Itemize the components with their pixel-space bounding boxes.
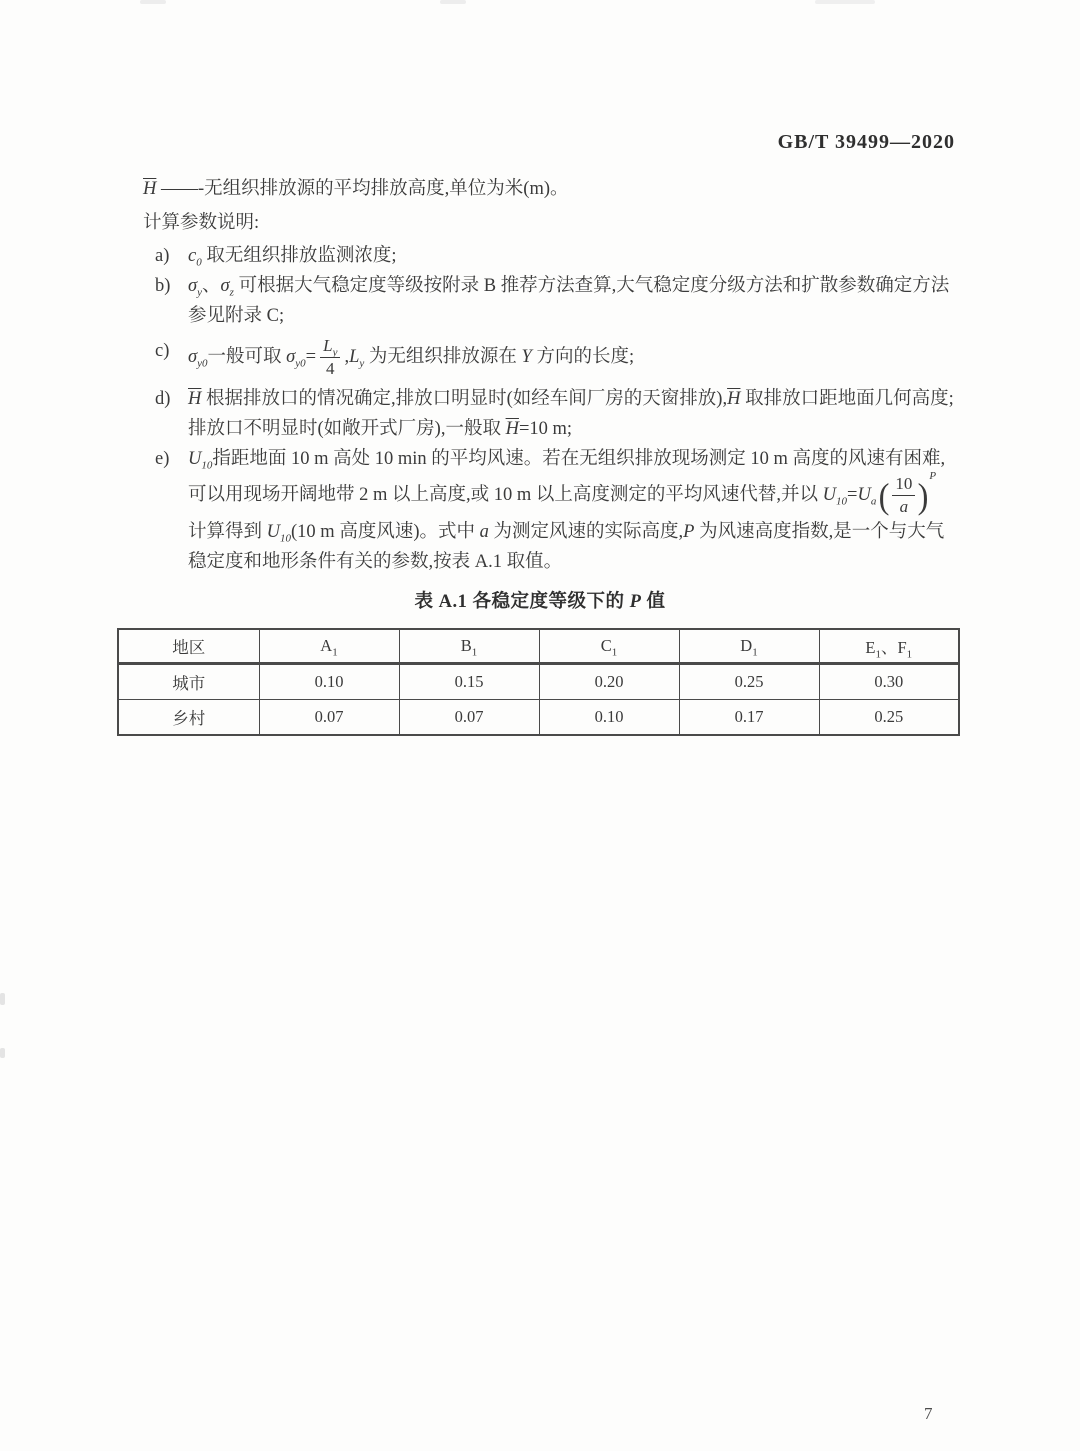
parameter-list [155, 241, 961, 577]
value-cell: 0.10 [259, 663, 399, 699]
parameters-intro: 计算参数说明: [143, 213, 260, 233]
standard-code-header: GB/T 39499—2020 [777, 131, 955, 153]
item-label: a) [155, 246, 170, 266]
table-row [118, 663, 959, 699]
parameter-item-d [155, 384, 961, 444]
table-row [118, 699, 959, 735]
value-cell: 0.30 [819, 663, 959, 699]
p-value-table [117, 628, 960, 736]
table-header-cell: $E_1$、$F_1$ [819, 629, 959, 663]
value-cell: 0.20 [539, 663, 679, 699]
value-cell: 0.07 [259, 699, 399, 735]
page-content [143, 174, 961, 577]
item-text: $U_{10}$指距地面 10 m 高处 10 min 的平均风速。若在无组织排放现场测定 10 m 高度的风速有困难,可以用现场开阔地带 2 m 以上高度,或 10 m 以上高度测定的平均风速代替,并以 $U_{10}=U_a$ ( $\frac{10}{a}$ ) P 计算得到 $U_{10}(10$ m 高度风速)。式中 a 为测定风速的实际高度,P 为风速高度指数,是一个与大气稳定度和地形条件有关的参数,按表 A.1 取值。 [188, 449, 946, 572]
item-text: $\sigma_y$、$\sigma_z$ 可根据大气稳定度等级按附录 B 推荐方法查算,大气稳定度分级方法和扩散参数确定方法参见附录 C; [188, 276, 950, 326]
value-cell: 0.25 [679, 663, 819, 699]
value-cell: 0.25 [819, 699, 959, 735]
table-header-cell: $A_1$ [259, 629, 399, 663]
scan-artifact [815, 0, 875, 4]
table-header-cell: 地区 [118, 629, 259, 663]
value-cell: 0.10 [539, 699, 679, 735]
scan-artifact [0, 1048, 5, 1058]
region-cell: 城市 [118, 663, 259, 699]
item-text: $\sigma_{y0}$一般可取 $\sigma_{y0}=$ $\frac{L_y}{4}$ $,L_y$ 为无组织排放源在 Y 方向的长度; [188, 336, 635, 378]
table-header-cell: $C_1$ [539, 629, 679, 663]
table-header-cell: $B_1$ [399, 629, 539, 663]
item-label: b) [155, 276, 171, 296]
region-cell: 乡村 [118, 699, 259, 735]
item-text: $\overline{H}$ 根据排放口的情况确定,排放口明显时(如经车间厂房的天窗排放)$,\overline{H}$ 取排放口距地面几何高度;排放口不明显时(如敞开式厂房),一般取 $\overline{H}=10$ m; [188, 389, 954, 439]
value-cell: 0.07 [399, 699, 539, 735]
table-header-row [118, 629, 959, 663]
table-title: 表 A.1 各稳定度等级下的 P 值 [414, 592, 666, 612]
parameter-item-e [155, 444, 961, 577]
formula-fraction: ( $\frac{10}{a}$ ) P [878, 470, 937, 516]
item-text: $c_0$ 取无组织排放监测浓度; [188, 246, 397, 269]
item-label: c) [155, 341, 170, 361]
scan-artifact [0, 993, 5, 1005]
item-label: d) [155, 389, 171, 409]
value-cell: 0.17 [679, 699, 819, 735]
scan-artifact [440, 0, 466, 4]
formula-fraction: $\frac{L_y}{4}$ [318, 336, 342, 379]
item-label: e) [155, 449, 170, 469]
scan-artifact [140, 0, 166, 4]
hbar-definition-line: $\overline{H}$ ——-无组织排放源的平均排放高度,单位为米(m)。 [143, 179, 569, 199]
parameter-item-a [155, 241, 961, 271]
table-body [118, 663, 959, 735]
parameter-item-b [155, 271, 961, 331]
table-head [118, 629, 959, 663]
table-header-cell: $D_1$ [679, 629, 819, 663]
page-number: 7 [924, 1404, 933, 1423]
parameter-item-c [155, 336, 961, 379]
value-cell: 0.15 [399, 663, 539, 699]
